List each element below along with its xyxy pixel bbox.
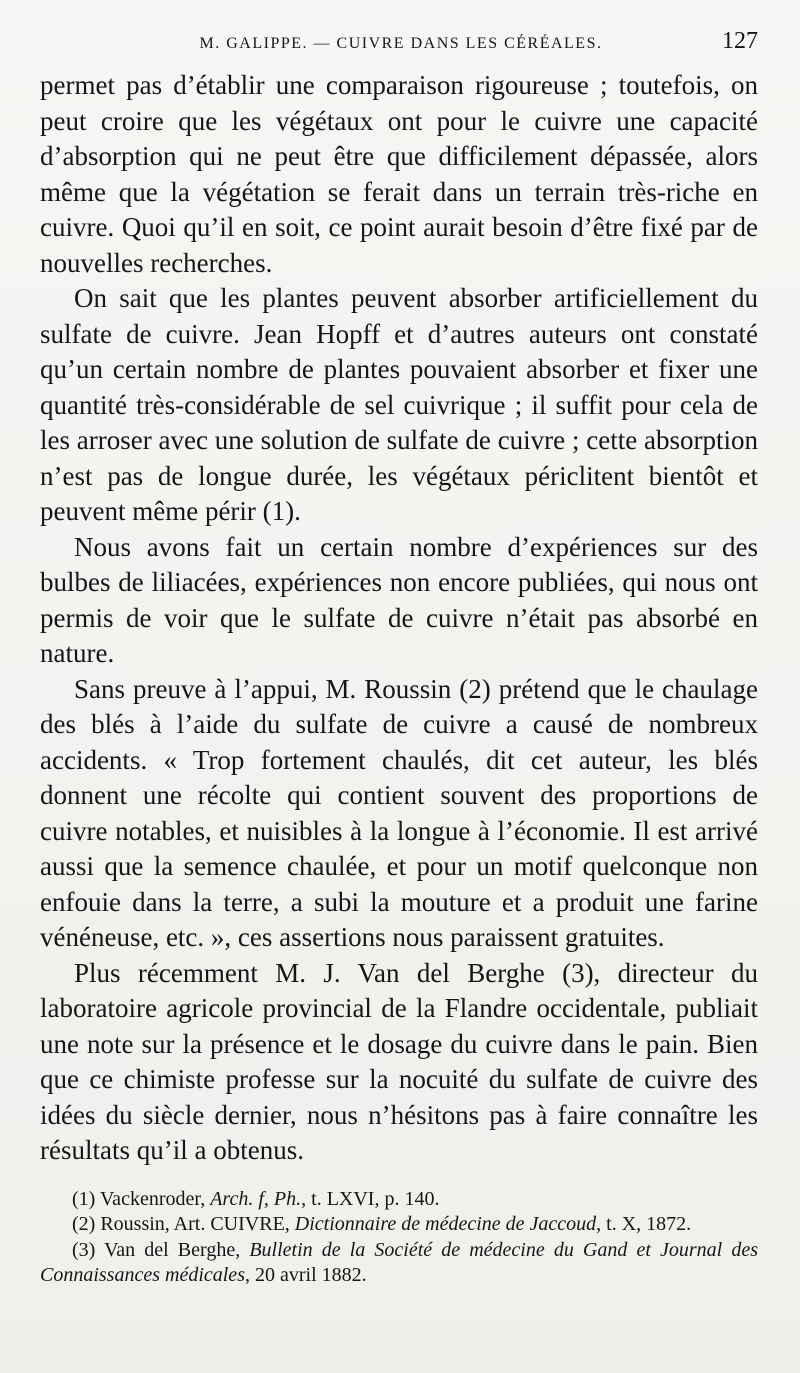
page-number: 127	[722, 28, 758, 54]
footnote-source-title: Bulletin de la Société de médecine du Gand et Journal des Connaissances médicales	[40, 1238, 758, 1286]
body-text	[40, 68, 758, 1169]
paragraph: Plus récemment M. J. Van del Berghe (3), directeur du laboratoire agricole provincial de la Flandre occidentale, publiait une note sur la présence et le dosage du cuivre dans le pain. Bien que ce chimiste professe sur la nocuité du sulfate de cuivre des idées du siècle dernier, nous n’hésitons pas à faire connaître les résultats qu’il a obtenus.	[40, 957, 758, 1165]
paragraph: Sans preuve à l’appui, M. Roussin (2) prétend que le chaulage des blés à l’aide du sulfate de cuivre a causé de nombreux accidents. « Trop fortement chaulés, dit cet auteur, les blés donnent une récolte qui contient souvent des proportions de cuivre notables, et nuisibles à la longue à l’économie. Il est arrivé aussi que la semence chaulée, et pour un motif quelconque non enfouie dans la terre, a subi la mouture et a produit une farine vénéneuse, etc. », ces assertions nous paraissent gratuites.	[40, 673, 758, 952]
footnote-text: (3) Van del Berghe,	[72, 1238, 250, 1261]
footnote-text: (1) Vackenroder,	[72, 1187, 211, 1210]
paragraph: permet pas d’établir une comparaison rigoureuse ; toutefois, on peut croire que les végétaux ont pour le cuivre une capacité d’absorption qui ne peut être que difficilement dépassée, alors même que la végétation se ferait dans un terrain très-riche en cuivre. Quoi qu’il en soit, ce point aurait besoin d’être fixé par de nouvelles recherches.	[40, 70, 758, 278]
running-head	[40, 28, 758, 68]
footnote-2	[40, 1212, 758, 1238]
footnote-text: , 20 avril 1882.	[244, 1264, 367, 1286]
running-title: M. GALIPPE. — CUIVRE DANS LES CÉRÉALES.	[199, 35, 603, 52]
footnote-source-title: Arch. f, Ph.	[210, 1187, 302, 1210]
footnotes	[40, 1187, 758, 1289]
footnote-1	[40, 1187, 758, 1213]
footnote-text: , t. LXVI, p. 140.	[301, 1187, 440, 1210]
paragraph: On sait que les plantes peuvent absorber artificiellement du sulfate de cuivre. Jean Hopff et d’autres auteurs ont constaté qu’un certain nombre de plantes pouvaient absorber et fixer une quantité très-considérable de sel cuivrique ; il suffit pour cela de les arroser avec une solution de sulfate de cuivre ; cette absorption n’est pas de longue durée, les végétaux périclitent bientôt et peuvent même périr (1).	[40, 283, 758, 526]
footnote-text: (2) Roussin, Art. CUIVRE,	[72, 1213, 295, 1235]
paragraph: Nous avons fait un certain nombre d’expériences sur des bulbes de liliacées, expériences non encore publiées, qui nous ont permis de voir que le sulfate de cuivre n’était pas absorbé en nature.	[40, 531, 758, 668]
footnote-text: , t. X, 1872.	[596, 1213, 692, 1235]
footnote-3	[40, 1238, 758, 1289]
footnote-source-title: Dictionnaire de médecine de Jaccoud	[294, 1213, 597, 1235]
